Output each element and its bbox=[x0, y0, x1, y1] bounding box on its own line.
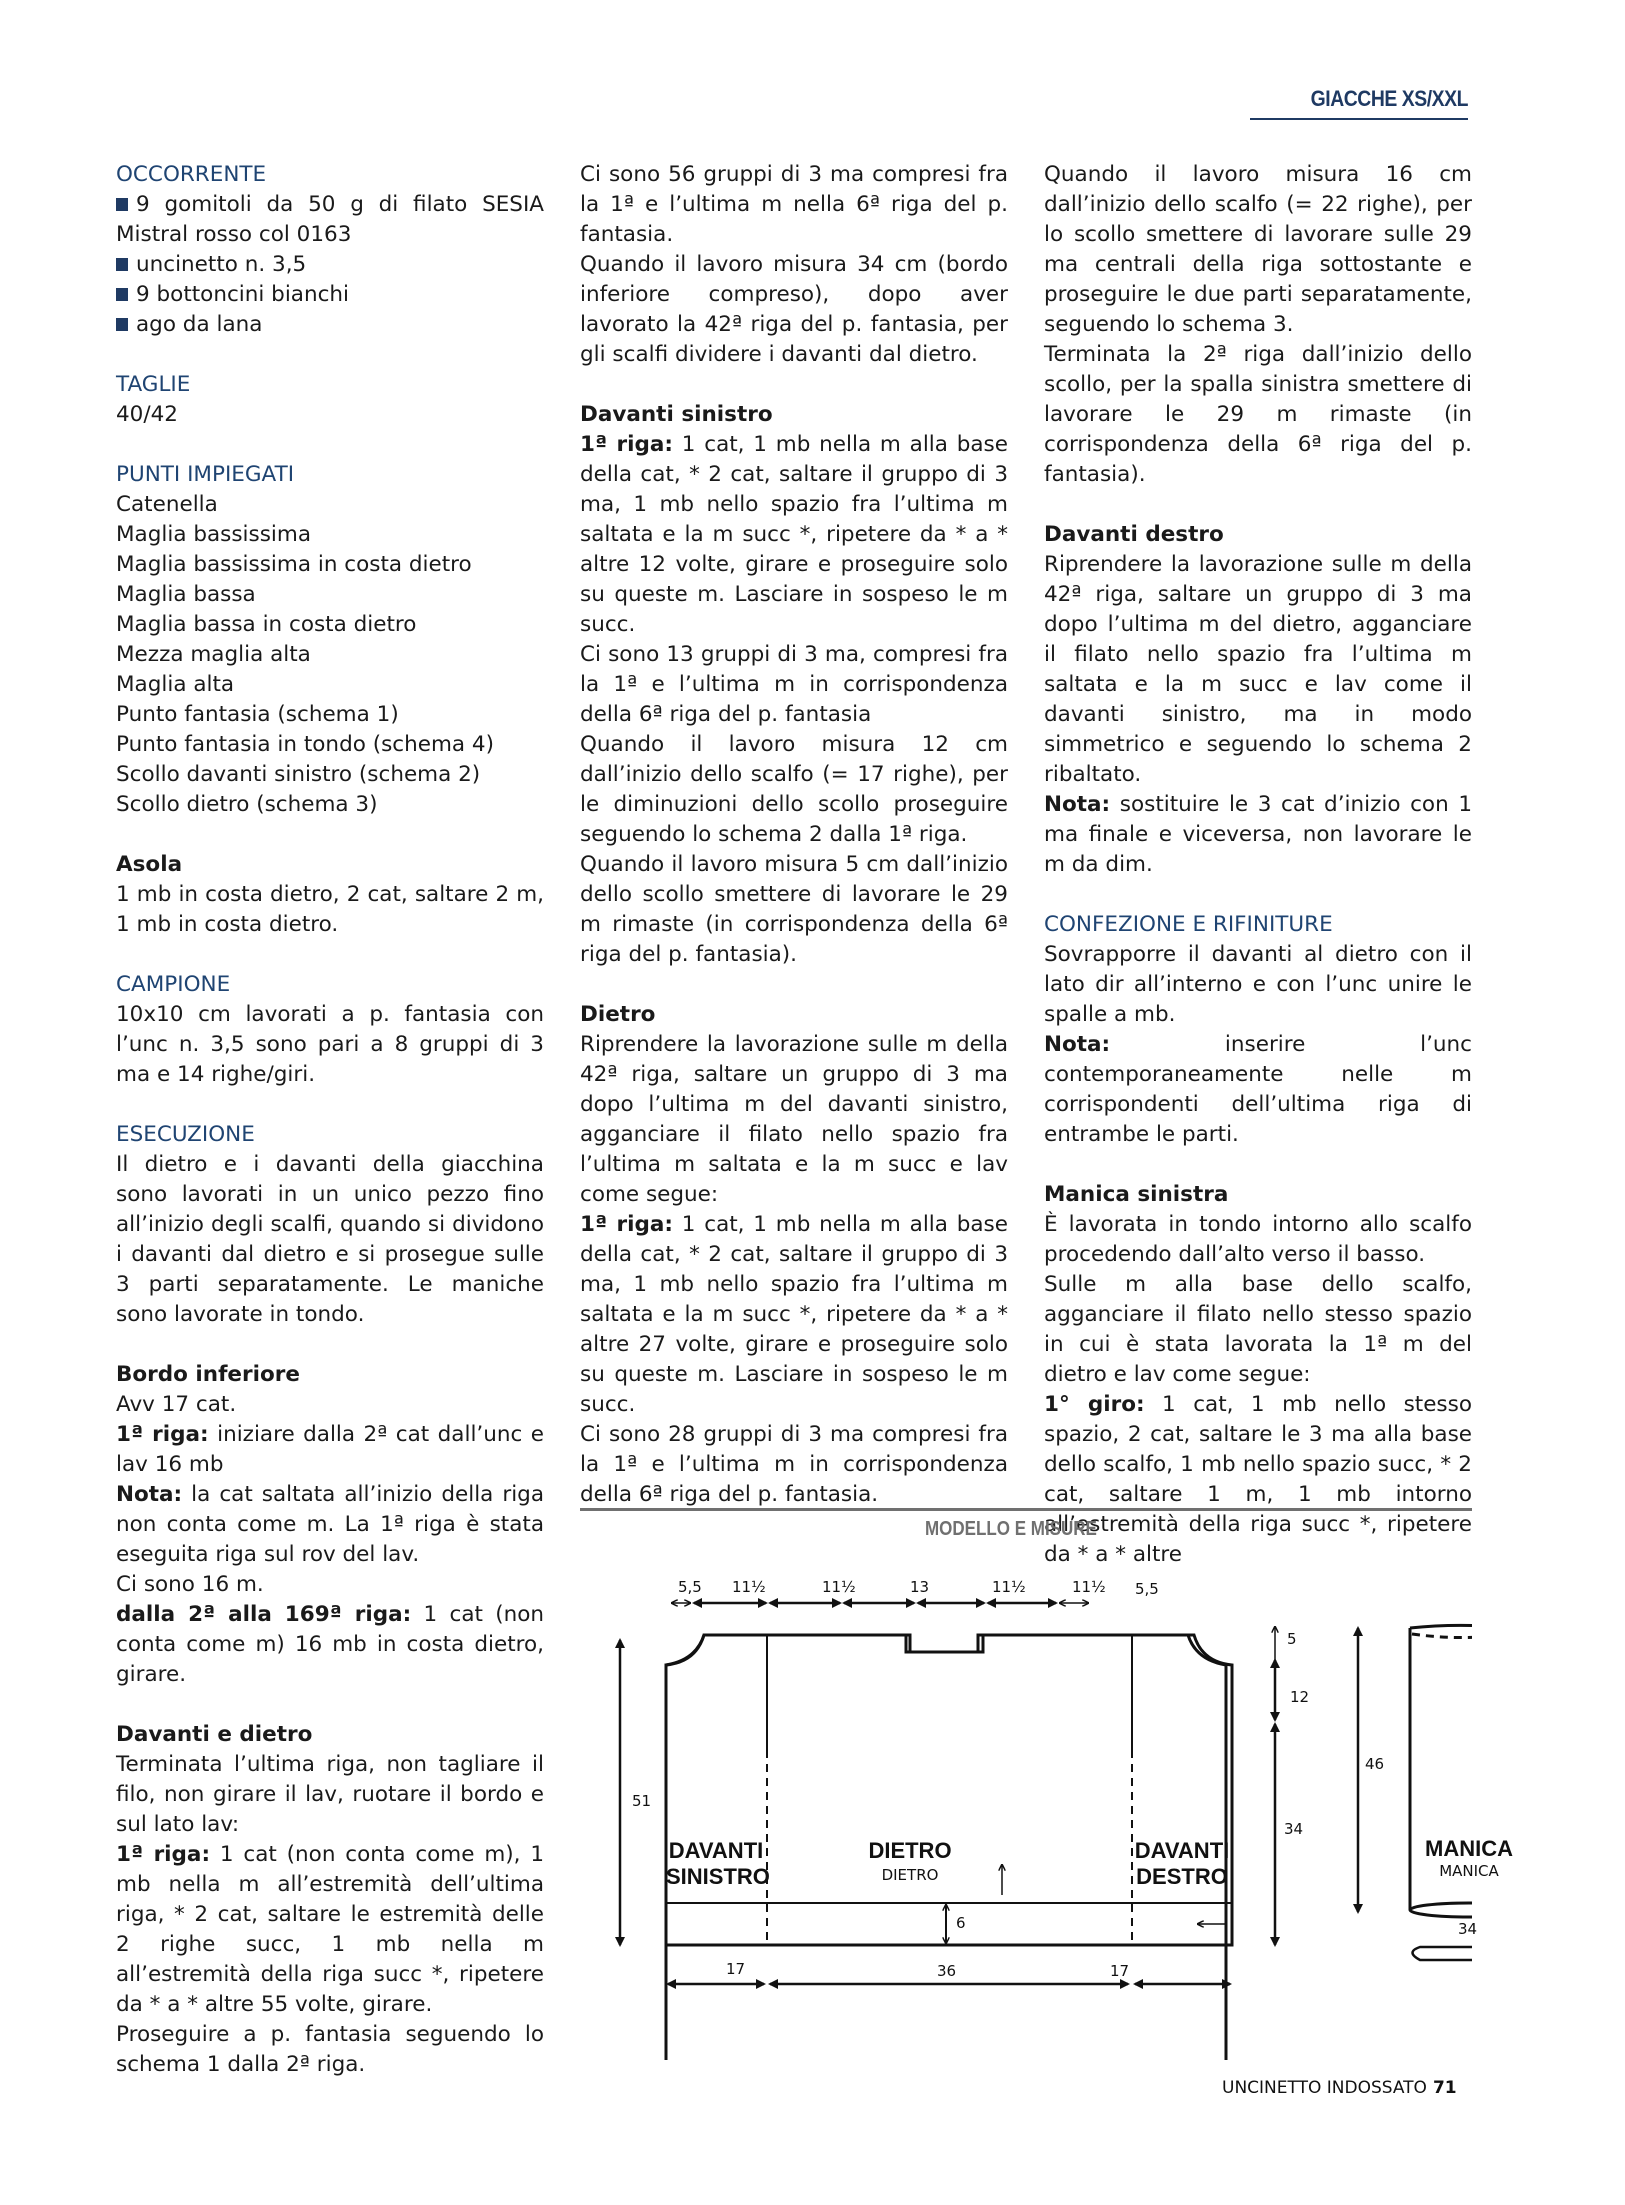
garment-outline-diagram bbox=[580, 1500, 1472, 2060]
page-number: 71 bbox=[1432, 2078, 1457, 2098]
list-item: Maglia alta bbox=[116, 672, 235, 697]
label-davanti-sinistro: DAVANTI SINISTRO bbox=[666, 1838, 770, 1889]
paragraph: Terminata la 2ª riga dall’inizio dello scollo, per la spalla sinistra smettere di lavorare le 29 m rimaste (in corrispondenza della 6ª riga del p. fantasia). bbox=[1044, 342, 1472, 487]
bordo-count: Ci sono 16 m. bbox=[116, 1572, 264, 1597]
sleeve-width-label: 34 bbox=[1458, 1920, 1478, 1938]
list-item: Scollo davanti sinistro (schema 2) bbox=[116, 762, 481, 787]
heading-davanti-dietro: Davanti e dietro bbox=[116, 1722, 313, 1747]
column-2 bbox=[580, 160, 1008, 1510]
taglie-value: 40/42 bbox=[116, 402, 178, 427]
heading-davanti-sinistro: Davanti sinistro bbox=[580, 402, 773, 427]
conf-nota: Nota: inserire l’unc contemporaneamente nelle m corrispondenti dell’ultima riga di entrambe le parti. bbox=[1044, 1032, 1472, 1147]
bordo-nota: Nota: la cat saltata all’inizio della riga non conta come m. La 1ª riga è stata eseguita riga sul rov del lav. bbox=[116, 1482, 544, 1567]
label-davanti-destro: DAVANTI DESTRO bbox=[1134, 1838, 1230, 1889]
bordo-avv: Avv 17 cat. bbox=[116, 1392, 237, 1417]
measure-label: 36 bbox=[937, 1962, 957, 1980]
list-item: 9 bottoncini bianchi bbox=[116, 280, 544, 310]
paragraph: Quando il lavoro misura 12 cm dall’inizio dello scalfo (= 17 righe), per le diminuzioni dello scollo proseguire seguendo lo schema 2 dalla 1ª riga. bbox=[580, 732, 1008, 847]
column-1 bbox=[116, 160, 544, 2080]
bullet-square-icon bbox=[116, 318, 128, 331]
heading-punti: PUNTI IMPIEGATI bbox=[116, 462, 295, 487]
sleeve-length-label: 46 bbox=[1365, 1755, 1385, 1773]
heading-campione: CAMPIONE bbox=[116, 972, 231, 997]
heading-manica: Manica sinistra bbox=[1044, 1182, 1229, 1207]
ds-row1: 1ª riga: 1 cat, 1 mb nella m alla base della cat, * 2 cat, saltare il gruppo di 3 ma, 1 mb nello spazio fra l’ultima m saltata e la m succ *, ripetere da * a * altre 12 volte, girare e proseguire solo su queste m. Lasciare in sospeso le m succ. bbox=[580, 432, 1008, 637]
list-item: Scollo dietro (schema 3) bbox=[116, 792, 378, 817]
label-dietro-small: DIETRO bbox=[881, 1866, 939, 1884]
bordo-row1: 1ª riga: iniziare dalla 2ª cat dall’unc e lav 16 mb bbox=[116, 1422, 544, 1477]
measure-label: 5,5 bbox=[678, 1578, 702, 1596]
heading-taglie: TAGLIE bbox=[116, 372, 191, 397]
dd-row1: 1ª riga: 1 cat (non conta come m), 1 mb nella m all’estremità dell’ultima riga, * 2 cat, saltare le estremità delle 2 righe succ, 1 mb nella m all’estremità della riga succ *, ripetere da * a * altre 55 volte, girare. bbox=[116, 1842, 544, 2017]
asola-text: 1 mb in costa dietro, 2 cat, saltare 2 m, 1 mb in costa dietro. bbox=[116, 882, 544, 937]
measure-label: 11½ bbox=[1072, 1578, 1106, 1596]
heading-bordo: Bordo inferiore bbox=[116, 1362, 300, 1387]
campione-text: 10x10 cm lavorati a p. fantasia con l’unc n. 3,5 sono pari a 8 gruppi di 3 ma e 14 righe/giri. bbox=[116, 1002, 544, 1087]
measure-label: 11½ bbox=[992, 1578, 1026, 1596]
section-header bbox=[1250, 86, 1468, 120]
dd-nota: Nota: sostituire le 3 cat d’inizio con 1 ma finale e viceversa, non lavorare le m da dim. bbox=[1044, 792, 1472, 877]
bullet-square-icon bbox=[116, 198, 128, 211]
paragraph: Riprendere la lavorazione sulle m della 42ª riga, saltare un gruppo di 3 ma dopo l’ultima m del davanti sinistro, agganciare il filato nello spazio fra l’ultima m saltata e la m succ e lav come segue: bbox=[580, 1032, 1008, 1207]
list-item: 9 gomitoli da 50 g di filato SESIA Mistral rosso col 0163 bbox=[116, 192, 544, 247]
list-item: Catenella bbox=[116, 492, 218, 517]
heading-confezione: CONFEZIONE E RIFINITURE bbox=[1044, 912, 1333, 937]
list-item: Punto fantasia (schema 1) bbox=[116, 702, 399, 727]
magazine-name: UNCINETTO INDOSSATO bbox=[1222, 2078, 1427, 2098]
heading-dietro: Dietro bbox=[580, 1002, 656, 1027]
dietro-row1: 1ª riga: 1 cat, 1 mb nella m alla base della cat, * 2 cat, saltare il gruppo di 3 ma, 1 mb nello spazio fra l’ultima m saltata e la m succ *, ripetere da * a * altre 27 volte, girare e proseguire solo su queste m. Lasciare in sospeso le m succ. bbox=[580, 1212, 1008, 1417]
heading-esecuzione: ESECUZIONE bbox=[116, 1122, 255, 1147]
heading-asola: Asola bbox=[116, 852, 183, 877]
list-item: Maglia bassa bbox=[116, 582, 256, 607]
paragraph: Quando il lavoro misura 16 cm dall’inizio dello scalfo (= 22 righe), per lo scollo smettere di lavorare sulle 29 ma centrali della riga sottostante e proseguire le due parti separatamente, seguendo lo schema 3. bbox=[1044, 162, 1472, 337]
header-rule bbox=[1250, 118, 1468, 120]
measure-label: 5,5 bbox=[1135, 1580, 1159, 1598]
measure-label: 13 bbox=[910, 1578, 930, 1596]
list-item: ago da lana bbox=[116, 310, 544, 340]
list-item: Mezza maglia alta bbox=[116, 642, 311, 667]
label-dietro: DIETRO bbox=[868, 1838, 952, 1863]
measure-label: 12 bbox=[1290, 1688, 1310, 1706]
paragraph: Ci sono 56 gruppi di 3 ma compresi fra la 1ª e l’ultima m nella 6ª riga del p. fantasia. bbox=[580, 162, 1008, 247]
paragraph: Ci sono 28 gruppi di 3 ma compresi fra la 1ª e l’ultima m in corrispondenza della 6ª riga del p. fantasia. bbox=[580, 1422, 1008, 1507]
label-manica: MANICA bbox=[1425, 1836, 1513, 1861]
paragraph: Sulle m alla base dello scalfo, agganciare il filato nello stesso spazio in cui è stata lavorata la 1ª m del dietro e lav come segue: bbox=[1044, 1272, 1472, 1387]
manica-giro1: 1° giro: 1 cat, 1 mb nello stesso spazio, 2 cat, saltare le 3 ma alla base dello scalfo, 1 mb nello spazio succ, * 2 cat, saltare 1 m, 1 mb intorno all’estremità della riga succ *, ripetere da * a * altre bbox=[1044, 1392, 1472, 1567]
list-item: Maglia bassa in costa dietro bbox=[116, 612, 417, 637]
esecuzione-text: Il dietro e i davanti della giacchina sono lavorati in un unico pezzo fino all’inizio degli scalfi, quando si dividono i davanti dal dietro e si prosegue sulle 3 parti separatamente. Le maniche sono lavorate in tondo. bbox=[116, 1152, 544, 1327]
section-title: GIACCHE XS/XXL bbox=[1310, 86, 1468, 111]
bullet-square-icon bbox=[116, 258, 128, 271]
border-height-label: 6 bbox=[956, 1914, 966, 1932]
bordo-row2: dalla 2ª alla 169ª riga: 1 cat (non conta come m) 16 mb in costa dietro, girare. bbox=[116, 1602, 545, 1687]
list-item: Maglia bassissima bbox=[116, 522, 312, 547]
diagram-title: MODELLO E MISURE bbox=[925, 1518, 1097, 1540]
list-item: uncinetto n. 3,5 bbox=[116, 250, 544, 280]
measure-label: 34 bbox=[1284, 1820, 1304, 1838]
measure-label: 11½ bbox=[822, 1578, 856, 1596]
paragraph: È lavorata in tondo intorno allo scalfo procedendo dall’alto verso il basso. bbox=[1044, 1212, 1472, 1267]
measure-label: 5 bbox=[1287, 1630, 1297, 1648]
list-item: Punto fantasia in tondo (schema 4) bbox=[116, 732, 494, 757]
paragraph: Quando il lavoro misura 5 cm dall’inizio dello scollo smettere di lavorare le 29 m rimaste (in corrispondenza della 6ª riga del p. fantasia). bbox=[580, 852, 1008, 967]
label-manica-small: MANICA bbox=[1439, 1862, 1499, 1880]
list-item: Maglia bassissima in costa dietro bbox=[116, 552, 472, 577]
dd-continue: Proseguire a p. fantasia seguendo lo schema 1 dalla 2ª riga. bbox=[116, 2022, 544, 2077]
bullet-square-icon bbox=[116, 288, 128, 301]
heading-occorrente: OCCORRENTE bbox=[116, 162, 267, 187]
heading-davanti-destro: Davanti destro bbox=[1044, 522, 1224, 547]
measure-label: 17 bbox=[726, 1960, 746, 1978]
paragraph: Quando il lavoro misura 34 cm (bordo inferiore compreso), dopo aver lavorato la 42ª riga del p. fantasia, per gli scalfi dividere i davanti dal dietro. bbox=[580, 252, 1008, 367]
schematic-diagram bbox=[580, 1500, 1513, 2060]
column-3 bbox=[1044, 160, 1472, 1570]
paragraph: Riprendere la lavorazione sulle m della 42ª riga, saltare un gruppo di 3 ma dopo l’ultima m del dietro, agganciare il filato nello spazio fra l’ultima m saltata e la m succ e lav come il davanti sinistro, ma in modo simmetrico e seguendo lo schema 2 ribaltato. bbox=[1044, 552, 1472, 787]
paragraph: Sovrapporre il davanti al dietro con il lato dir all’interno e con l’unc unire le spalle a mb. bbox=[1044, 942, 1472, 1027]
measure-label: 17 bbox=[1110, 1962, 1130, 1980]
height-label: 51 bbox=[632, 1792, 652, 1810]
measure-label: 11½ bbox=[732, 1578, 766, 1596]
dd-intro: Terminata l’ultima riga, non tagliare il filo, non girare il lav, ruotare il bordo e sul lato lav: bbox=[116, 1752, 544, 1837]
paragraph: Ci sono 13 gruppi di 3 ma, compresi fra la 1ª e l’ultima m in corrispondenza della 6ª riga del p. fantasia bbox=[580, 642, 1008, 727]
page-footer bbox=[1222, 2078, 1457, 2098]
